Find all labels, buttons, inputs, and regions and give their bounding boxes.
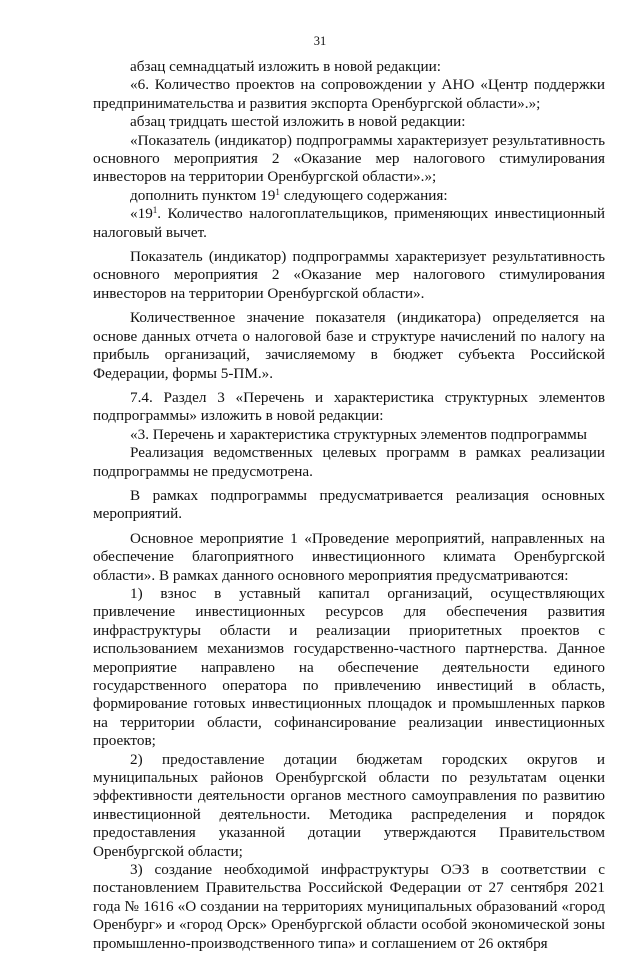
paragraph: В рамках подпрограммы предусматривается реализация основных мероприятий. xyxy=(93,486,605,523)
paragraph: «Показатель (индикатор) подпрограммы характеризует результативность основного мероприятия 2 «Оказание мер налогового стимулирования инвесторов на территории Оренбургской области».»; xyxy=(93,131,605,186)
paragraph-text: дополнить пунктом 19 xyxy=(130,186,276,204)
paragraph xyxy=(93,205,605,242)
paragraph-text: «19 xyxy=(130,205,153,223)
paragraph: 3) создание необходимой инфраструктуры ОЭЗ в соответствии с постановлением Правительства Российской Федерации от 27 сентября 2021 года № 1616 «О создании на территориях муниципальных образований «город Оренбург» и «город Орск» Оренбургской области особой экономической зоны промышленно-производственного типа» и соглашением от 26 октября xyxy=(93,861,605,952)
paragraph: абзац тридцать шестой изложить в новой редакции: xyxy=(130,113,466,131)
paragraph-text: следующего содержания: xyxy=(279,186,448,204)
paragraph: Количественное значение показателя (индикатора) определяется на основе данных отчета о налоговой базе и структуре начислений по налогу на прибыль организаций, зачисляемому в бюджет субъекта Российской Федерации, формы 5-ПМ.». xyxy=(93,309,605,382)
paragraph: Показатель (индикатор) подпрограммы характеризует результативность основного мероприятия 2 «Оказание мер налогового стимулирования инвесторов на территории Оренбургской области». xyxy=(93,248,605,302)
page-number: 31 xyxy=(313,34,327,48)
paragraph: Основное мероприятие 1 «Проведение мероприятий, направленных на обеспечение благоприятного инвестиционного климата Оренбургской области». В рамках данного основного мероприятия предусматриваются: xyxy=(93,529,605,584)
superscript: 1 xyxy=(152,205,158,216)
paragraph-text: . Количество налогоплательщиков, применяющих инвестиционный налоговый вычет. xyxy=(93,205,605,241)
superscript: 1 xyxy=(275,186,280,197)
paragraph: 7.4. Раздел 3 «Перечень и характеристика структурных элементов подпрограммы» изложить в новой редакции: xyxy=(93,388,605,425)
paragraph: 2) предоставление дотации бюджетам городских округов и муниципальных районов Оренбургской области по результатам оценки эффективности деятельности органов местного самоуправления по развитию инвестиционной деятельности. Методика распределения и порядок предоставления указанной дотации утверждаются Правительством Оренбургской области; xyxy=(93,750,605,860)
paragraph: Реализация ведомственных целевых программ в рамках реализации подпрограммы не предусмотрена. xyxy=(93,444,605,480)
paragraph: абзац семнадцатый изложить в новой редакции: xyxy=(130,58,442,75)
paragraph: 1) взнос в уставный капитал организаций, осуществляющих привлечение инвестиционных ресурсов для обеспечения развития инфраструктуры области и реализации приоритетных проектов с использованием механизмов государственно-частного партнерства. Данное мероприятие направлено на обеспечение деятельности единого государственного оператора по привлечению инвестиций в область, формирование готовых инвестиционных площадок и промышленных парков на территории области, софинансирование реализации инвестиционных проектов; xyxy=(93,584,605,750)
paragraph: «6. Количество проектов на сопровождении у АНО «Центр поддержки предпринимательства и развития экспорта Оренбургской области».»; xyxy=(93,76,605,112)
section-heading: «3. Перечень и характеристика структурных элементов подпрограммы xyxy=(130,425,587,443)
document-body xyxy=(93,58,605,953)
paragraph xyxy=(93,187,605,205)
